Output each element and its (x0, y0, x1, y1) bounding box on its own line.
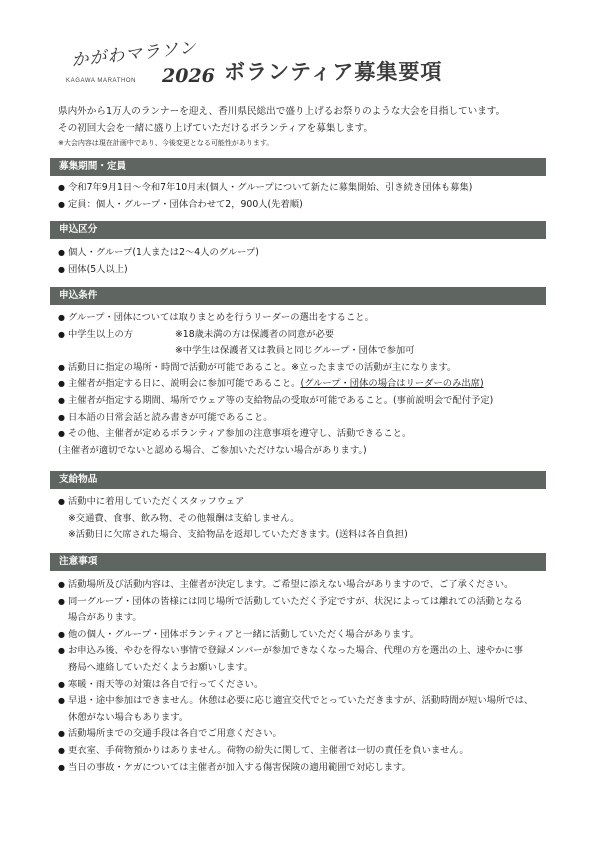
list-item (58, 376, 553, 393)
list-item-underlined: (グループ・団体の場合はリーダーのみ出席) (300, 378, 484, 390)
list-item: ● 当日の事故・ケガについては主催者が加入する傷害保険の適用範囲で対応します。 (58, 760, 553, 777)
list-item-continuation: 務局へ連絡していただくようお願いします。 (68, 661, 254, 673)
page-title: ボランティア募集要項 (224, 60, 443, 84)
list-item: ● 主催者が指定する期間、場所でウェア等の支給物品の受取が可能であること。(事前説明会で配付予定) (58, 393, 553, 410)
list-item: ● 更衣室、手荷物預かりはありません。荷物の紛失に関して、主催者は一切の責任を負いません。 (58, 743, 553, 760)
list-item: ● 早退・途中参加はできません。休憩は必要に応じ適宜交代でとっていただきますが、活動時間が短い場所では、 (58, 693, 553, 710)
section-body-category (58, 245, 553, 278)
kagawa-marathon-logo (58, 37, 215, 100)
list-item-note: ※中学生は保護者又は教員と同じグループ・団体で参加可 (175, 345, 415, 357)
section-header-supplies: 支給物品 (50, 471, 546, 489)
list-item-note: ※活動日に欠席された場合、支給物品を返却していただきます。(送料は各自負担) (68, 529, 408, 541)
section-header-conditions: 申込条件 (50, 287, 546, 305)
list-item-label: ● 中学生以上の方 (68, 328, 134, 340)
conditions-footer: (主催者が適切でないと認める場合、ご参加いただけない場合があります。) (58, 444, 367, 456)
section-header-period: 募集期間・定員 (50, 158, 546, 176)
section-header-category: 申込区分 (50, 221, 546, 239)
list-item: ● 活動日に指定の場所・時間で活動が可能であること。※立ったままでの活動が主になります。 (58, 360, 553, 377)
section-body-period (58, 180, 553, 213)
list-item: ● お申込み後、やむを得ない事情で登録メンバーが参加できなくなった場合、代理の方を選出の上、速やかに事 (58, 643, 553, 660)
section-body-notes (58, 577, 553, 776)
list-item: ● 同一グループ・団体の皆様には同じ場所で活動していただく予定ですが、状況によっては離れての活動となる (58, 594, 553, 611)
section-body-conditions (58, 310, 553, 459)
list-item: ● 他の個人・グループ・団体ボランティアと一緒に活動していただく場合があります。 (58, 627, 553, 644)
list-item: ● その他、主催者が定めるボランティア参加の注意事項を遵守し、活動できること。 (58, 426, 553, 443)
intro-note: ※大会内容は現在計画中であり、今後変更となる可能性があります。 (58, 139, 274, 147)
list-item-note: ※18歳未満の方は保護者の同意が必要 (175, 328, 335, 340)
list-item: ● 定員：個人・グループ・団体合わせて2，900人(先着順) (58, 197, 553, 214)
logo-year: 2026 (162, 65, 215, 87)
list-item-continuation: 休憩がない場合もあります。 (68, 711, 189, 723)
list-item: ● 寒暖・雨天等の対策は各自で行ってください。 (58, 677, 553, 694)
list-item: ● グループ・団体については取りまとめを行うリーダーの選出をすること。 (58, 310, 553, 327)
intro-line-1: 県内外から1万人のランナーを迎え、香川県民総出で盛り上げるお祭りのような大会を目指しています。 (58, 106, 506, 117)
list-item: ● 活動場所までの交通手段は各自でご用意ください。 (58, 726, 553, 743)
list-item-note: ※交通費、食事、飲み物、その他報酬は支給しません。 (68, 512, 300, 524)
list-item: ● 活動場所及び活動内容は、主催者が決定します。ご希望に添えない場合がありますので、ご了承ください。 (58, 577, 553, 594)
list-item (58, 327, 553, 344)
list-item: ● 令和7年9月1日～令和7年10月末(個人・グループについて新たに募集開始、引き続き団体も募集) (58, 180, 553, 197)
header (58, 37, 538, 100)
intro-line-2: その初回大会を一緒に盛り上げていただけるボランティアを募集します。 (58, 123, 374, 134)
logo-subtitle: KAGAWA MARATHON (66, 78, 137, 84)
list-item: ● 活動中に着用していただくスタッフウェア (58, 494, 553, 511)
intro-text (58, 103, 548, 150)
section-body-supplies (58, 494, 553, 544)
section-header-notes: 注意事項 (50, 553, 546, 571)
list-item-text: 主催者が指定する日に、説明会に参加可能であること。 (68, 378, 301, 390)
list-item: ● 団体(5人以上) (58, 262, 553, 279)
list-item: ● 個人・グループ(1人または2～4人のグループ) (58, 245, 553, 262)
list-item-continuation: 場合があります。 (68, 612, 142, 624)
logo-script-text: かがわマラソン (70, 37, 198, 71)
list-item: ● 日本語の日常会話と読み書きが可能であること。 (58, 410, 553, 427)
